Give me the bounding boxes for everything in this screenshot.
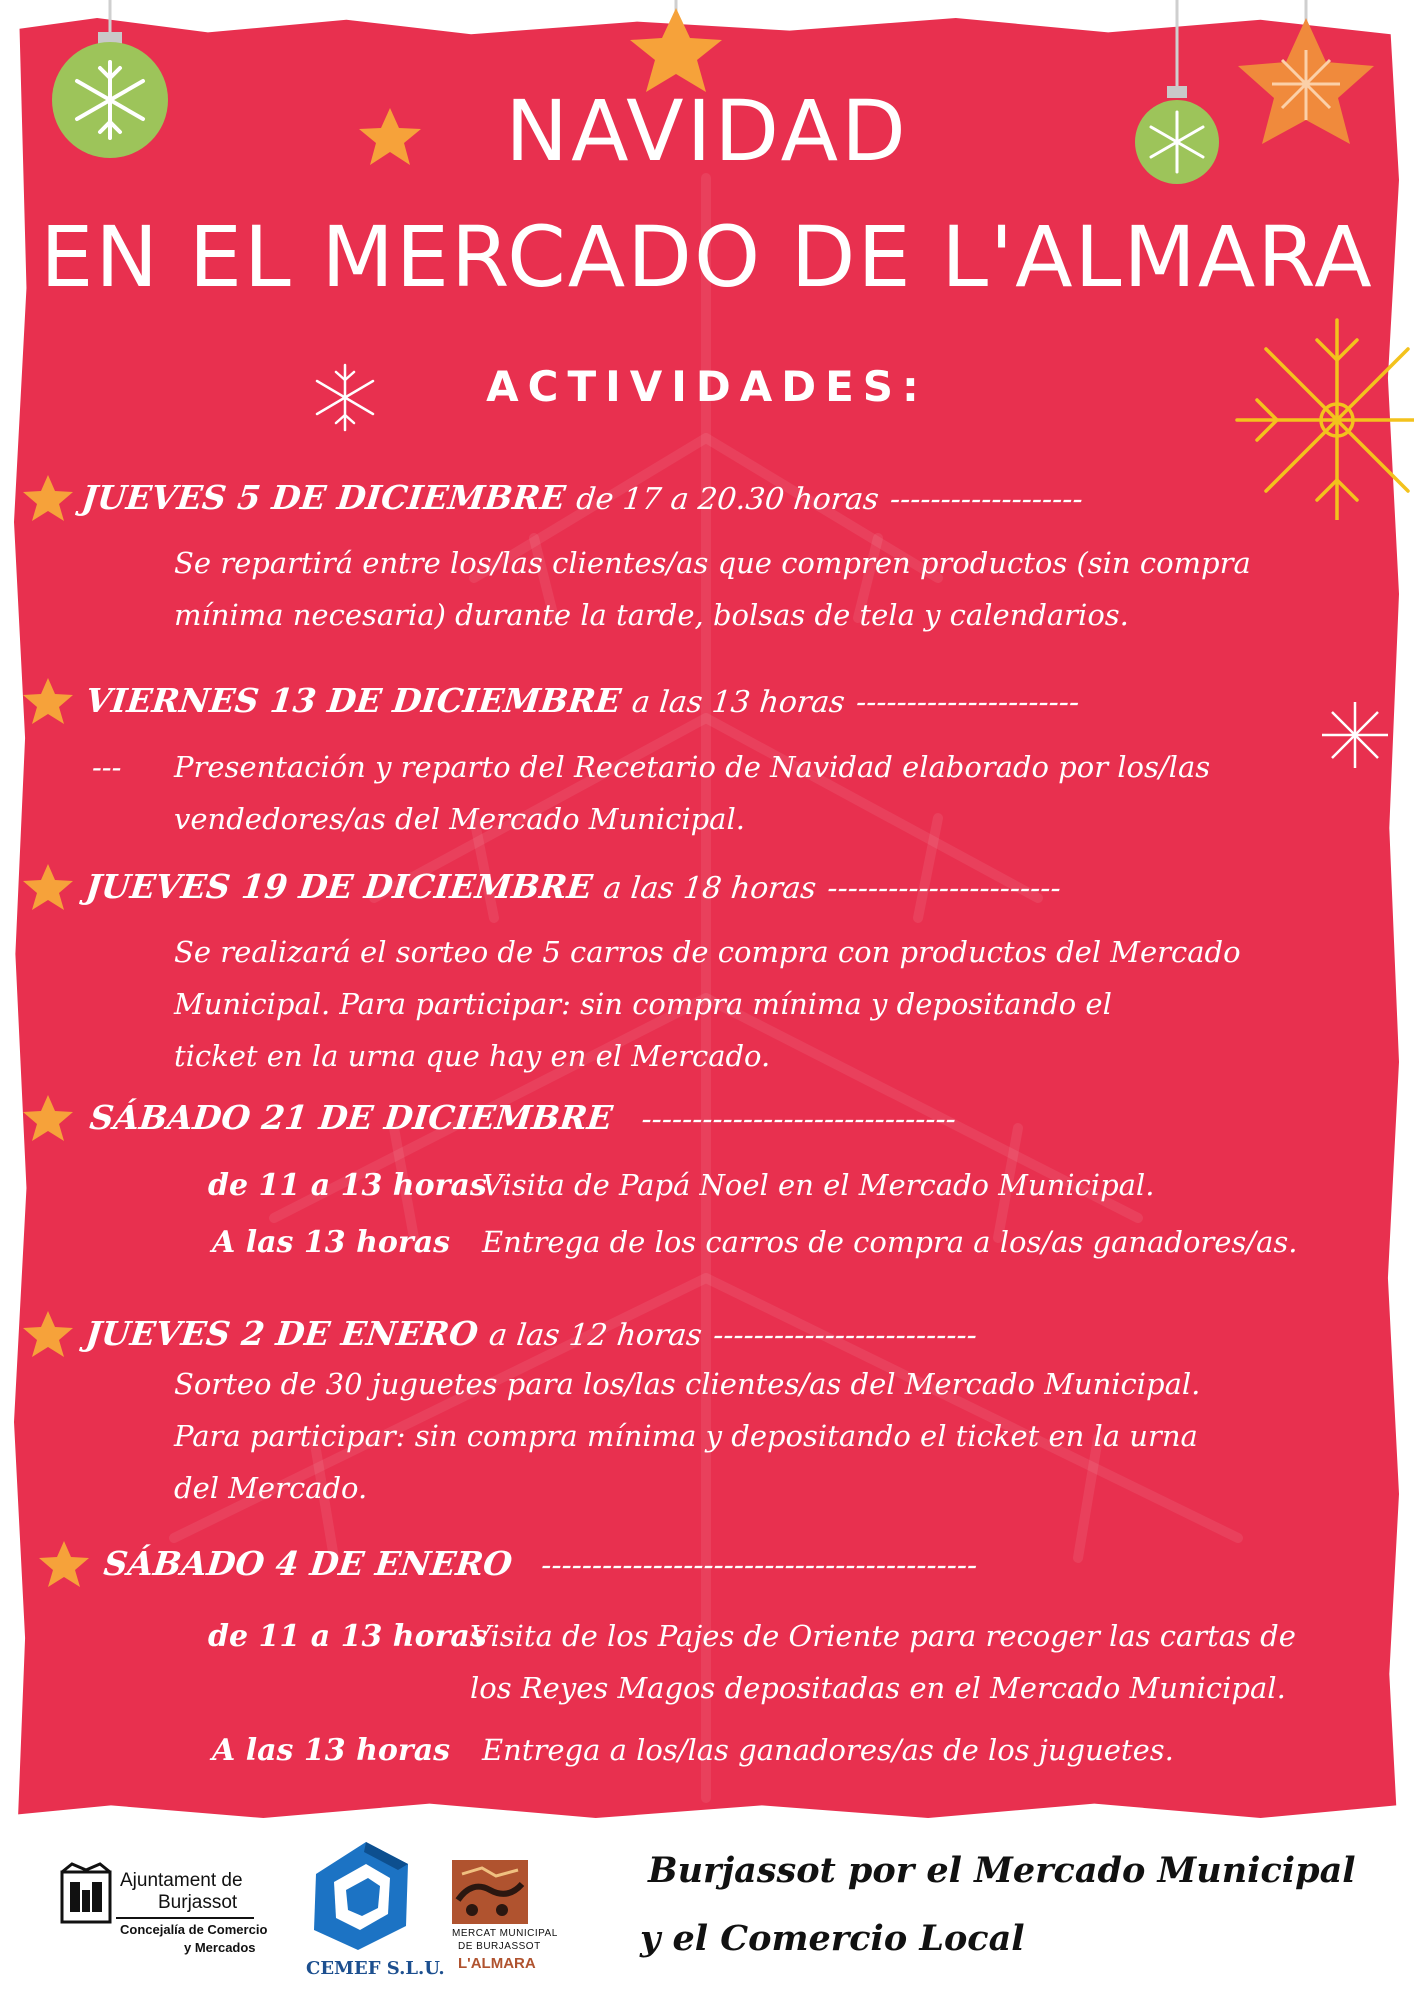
event-dashes: -------------------	[888, 482, 1085, 517]
event-description: ticket en la urna que hay en el Mercado.	[174, 1039, 771, 1073]
footer-slogan: y el Comercio Local	[640, 1918, 1025, 1959]
logo-divider	[116, 1917, 254, 1919]
event-date: JUEVES 2 DE ENERO	[83, 1314, 481, 1353]
event-description: Sorteo de 30 juguetes para los/las clientes/as del Mercado Municipal.	[174, 1367, 1201, 1401]
event-time: de 17 a 20.30 horas	[574, 482, 881, 517]
event-sub-text: Visita de Papá Noel en el Mercado Municipal.	[482, 1168, 1155, 1202]
star-bullet-icon	[22, 862, 74, 912]
event-heading	[80, 478, 1085, 517]
title-navidad: NAVIDAD	[505, 82, 909, 180]
footer-slogan: Burjassot por el Mercado Municipal	[648, 1850, 1356, 1891]
event-sub-time: de 11 a 13 horas	[208, 1619, 487, 1654]
mercat-almara-logo-icon	[452, 1860, 528, 1924]
star-bullet-icon	[22, 1093, 74, 1143]
sparkle-icon	[1320, 700, 1390, 770]
event-description: mínima necesaria) durante la tarde, bolsas de tela y calendarios.	[174, 598, 1129, 632]
event-dashes: -------------------------------	[639, 1102, 958, 1137]
logo-ajuntament-dept: Concejalía de Comercio	[120, 1922, 268, 1937]
star-bullet-icon	[22, 676, 74, 726]
event-date: SÁBADO 4 DE ENERO	[101, 1544, 515, 1583]
event-time: a las 12 horas	[487, 1318, 704, 1353]
logo-ajuntament-name: Burjassot	[158, 1892, 238, 1913]
event-heading	[84, 867, 1063, 906]
event-description: vendedores/as del Mercado Municipal.	[174, 802, 745, 836]
event-heading	[102, 1544, 980, 1583]
logo-cemef-name: CEMEF S.L.U.	[306, 1958, 445, 1979]
event-prefix-dashes: ---	[92, 750, 122, 784]
event-dashes: -------------------------------------------	[539, 1548, 980, 1583]
event-sub-text: Visita de los Pajes de Oriente para recoger las cartas de	[470, 1619, 1296, 1653]
event-sub-time: de 11 a 13 horas	[208, 1168, 487, 1203]
star-bullet-icon	[22, 473, 74, 523]
event-heading	[84, 1314, 979, 1353]
event-date: SÁBADO 21 DE DICIEMBRE	[87, 1098, 615, 1137]
event-description: Para participar: sin compra mínima y depositando el ticket en la urna	[174, 1419, 1198, 1453]
event-description: Se repartirá entre los/las clientes/as que compren productos (sin compra	[174, 546, 1251, 580]
event-heading	[88, 1098, 958, 1137]
event-description: Se realizará el sorteo de 5 carros de compra con productos del Mercado	[174, 935, 1241, 969]
event-dashes: -----------------------	[825, 871, 1063, 906]
logo-ajuntament-name: Ajuntament de	[120, 1870, 243, 1891]
logo-mercat-text: MERCAT MUNICIPAL	[452, 1928, 558, 1939]
burjassot-coat-of-arms-icon	[58, 1862, 114, 1926]
event-date: JUEVES 19 DE DICIEMBRE	[83, 867, 595, 906]
event-dashes: --------------------------	[711, 1318, 979, 1353]
event-time: a las 18 horas	[601, 871, 818, 906]
event-description: Presentación y reparto del Recetario de Navidad elaborado por los/las	[174, 750, 1211, 784]
logo-mercat-text: DE BURJASSOT	[458, 1941, 541, 1952]
star-bullet-icon	[38, 1539, 90, 1589]
logo-mercat-almara: L'ALMARA	[458, 1955, 536, 1972]
title-actividades: ACTIVIDADES:	[486, 362, 928, 411]
event-description: del Mercado.	[174, 1471, 368, 1505]
event-sub-time: A las 13 horas	[212, 1733, 451, 1768]
event-date: VIERNES 13 DE DICIEMBRE	[83, 681, 623, 720]
event-sub-text: Entrega de los carros de compra a los/as ganadores/as.	[482, 1225, 1298, 1259]
event-description: Municipal. Para participar: sin compra mínima y depositando el	[174, 987, 1112, 1021]
event-dashes: ----------------------	[854, 685, 1082, 720]
title-mercado: EN EL MERCADO DE L'ALMARA	[40, 208, 1374, 306]
event-time: a las 13 horas	[630, 685, 847, 720]
event-sub-text: Entrega a los/las ganadores/as de los juguetes.	[482, 1733, 1174, 1767]
event-sub-text: los Reyes Magos depositadas en el Mercado Municipal.	[470, 1671, 1286, 1705]
logo-ajuntament-dept: y Mercados	[184, 1940, 256, 1955]
event-heading	[84, 681, 1082, 720]
event-date: JUEVES 5 DE DICIEMBRE	[79, 478, 568, 517]
event-sub-time: A las 13 horas	[212, 1225, 451, 1260]
cemef-logo-icon	[306, 1834, 416, 1954]
star-bullet-icon	[22, 1309, 74, 1359]
